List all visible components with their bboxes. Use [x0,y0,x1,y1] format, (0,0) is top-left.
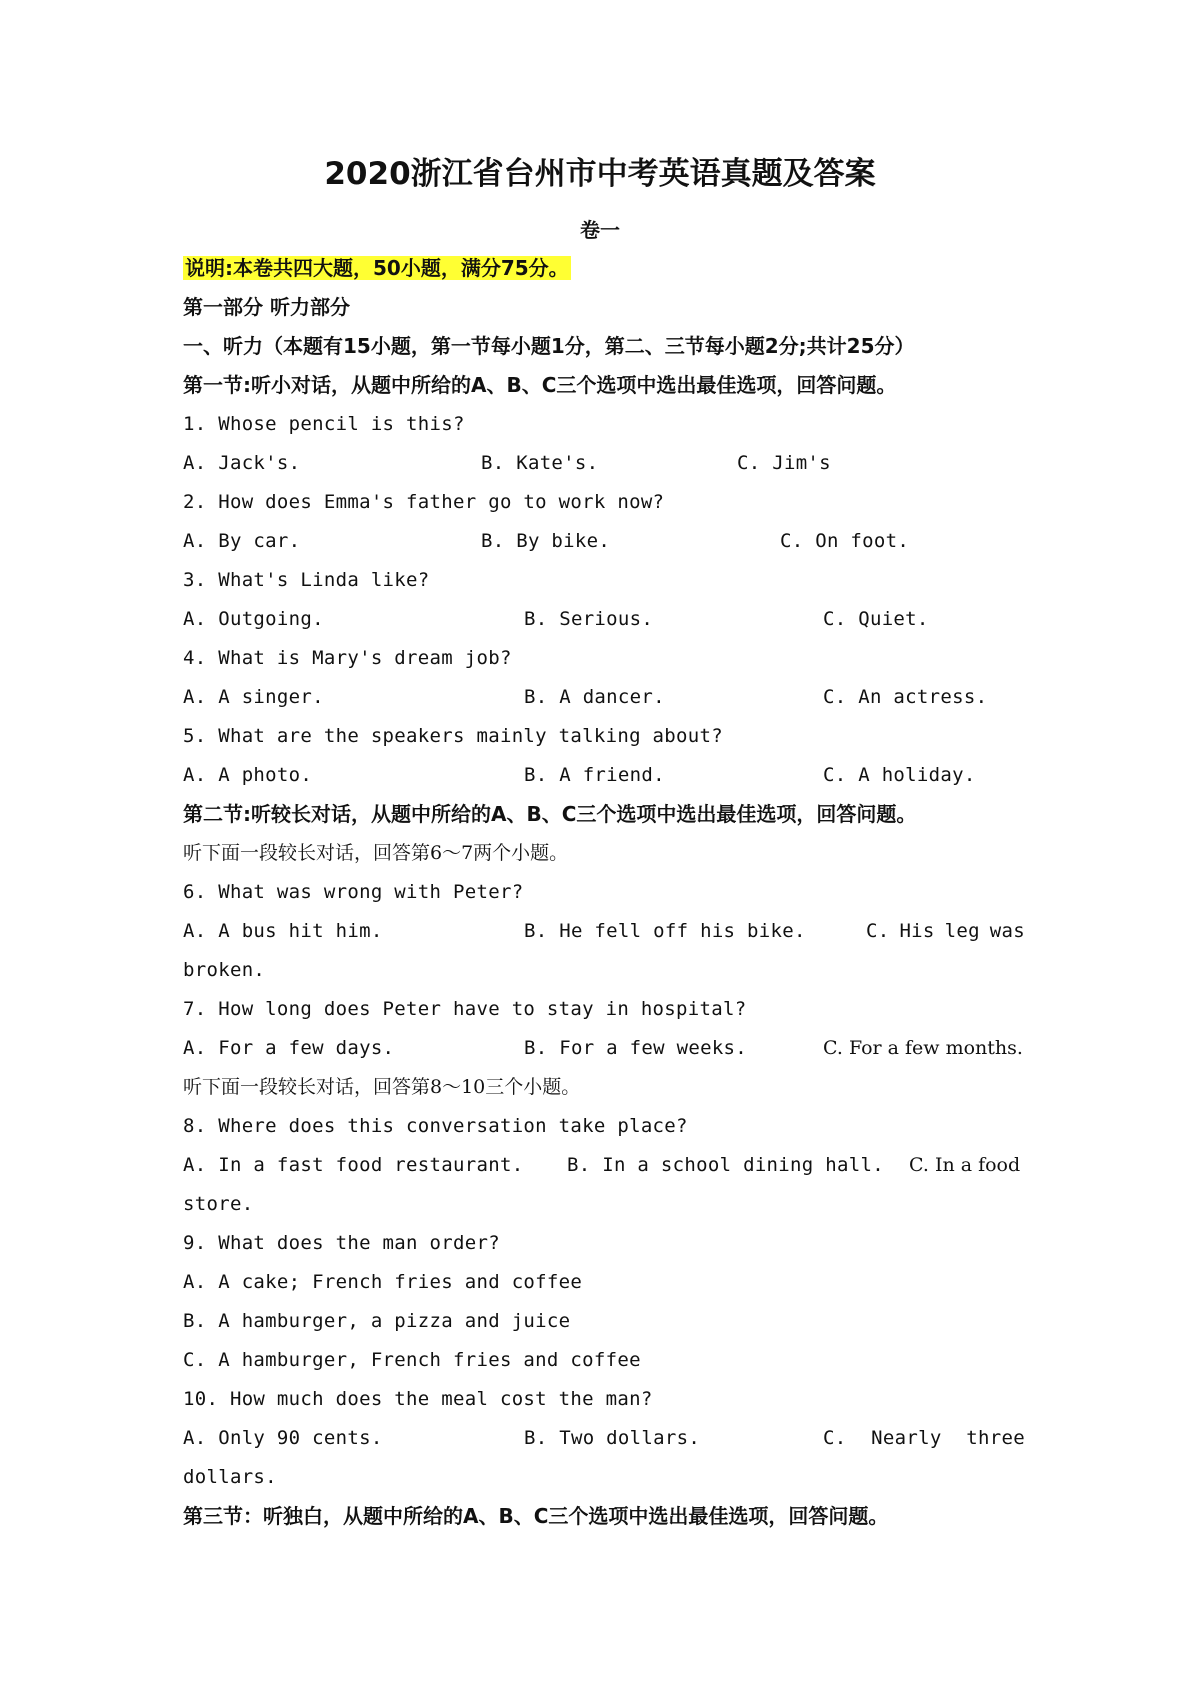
option-a: A. A photo. [183,764,313,786]
option-a: A. A cake; French fries and coffee [183,1271,583,1293]
part-heading: 第一部分 听力部分 [183,295,350,319]
option-c-word: three [966,1427,1025,1449]
option-c-continuation: store. [183,1193,254,1215]
option-c-word: C. [866,920,890,942]
page-title: 2020浙江省台州市中考英语真题及答案 [324,156,876,192]
options-5 [183,757,1025,793]
question-5: 5. What are the speakers mainly talking about? [183,725,723,747]
option-c-continuation: broken. [183,959,266,981]
option-c-word: C. [823,1427,847,1449]
option-c [823,1420,1025,1456]
question-4: 4. What is Mary's dream job? [183,647,512,669]
subsection-heading-3: 第三节：听独白，从题中所给的A、B、C三个选项中选出最佳选项，回答问题。 [183,1504,889,1528]
options-4 [183,679,1025,715]
option-c: C. An actress. [823,686,988,708]
instruction-6-7: 听下面一段较长对话，回答第6～7两个小题。 [183,842,569,864]
option-c: C. A holiday. [823,764,976,786]
option-c-word: Nearly [871,1427,942,1449]
option-a: A. For a few days. [183,1037,395,1059]
option-c: C. On foot. [780,530,910,552]
section-heading: 一、听力（本题有15小题，第一节每小题1分，第二、三节每小题2分;共计25分） [183,334,915,358]
option-a: A. Jack's. [183,452,301,474]
option-a: A. Outgoing. [183,608,324,630]
option-c-continuation: dollars. [183,1466,277,1488]
exam-note [183,250,1025,286]
question-1: 1. Whose pencil is this? [183,413,465,435]
instruction-8-10: 听下面一段较长对话，回答第8～10三个小题。 [183,1076,581,1098]
option-a: A. A singer. [183,686,324,708]
option-a: A. A bus hit him. [183,920,383,942]
option-c [866,913,1025,949]
question-9: 9. What does the man order? [183,1232,500,1254]
subsection-heading-1: 第一节:听小对话，从题中所给的A、B、C三个选项中选出最佳选项，回答问题。 [183,373,897,397]
options-7 [183,1030,1025,1066]
option-b: B. A friend. [524,764,665,786]
option-c: C. Quiet. [823,608,929,630]
options-1 [183,445,1025,481]
page-subtitle: 卷一 [580,218,620,242]
option-c: C. A hamburger, French fries and coffee [183,1349,641,1371]
options-8 [183,1147,1025,1183]
option-b: B. He fell off his bike. [524,920,806,942]
option-c-word: was [989,920,1025,942]
option-c: C. Jim's [737,452,831,474]
options-2 [183,523,1025,559]
option-c-word: His [899,920,935,942]
question-6: 6. What was wrong with Peter? [183,881,524,903]
option-b: B. Two dollars. [524,1427,701,1449]
options-10 [183,1420,1025,1456]
question-10: 10. How much does the meal cost the man? [183,1388,653,1410]
option-b: B. A dancer. [524,686,665,708]
option-b: B. Serious. [524,608,654,630]
option-a: A. By car. [183,530,301,552]
option-b: B. In a school dining hall. [567,1154,884,1176]
option-c: C. For a few months. [823,1037,1023,1059]
option-a: A. Only 90 cents. [183,1427,383,1449]
question-3: 3. What's Linda like? [183,569,430,591]
options-3 [183,601,1025,637]
options-6 [183,913,1025,949]
option-c-word: leg [944,920,980,942]
option-b: B. For a few weeks. [524,1037,748,1059]
option-b: B. Kate's. [481,452,599,474]
option-b: B. A hamburger, a pizza and juice [183,1310,571,1332]
exam-note-text: 说明:本卷共四大题，50小题，满分75分。 [185,256,569,280]
subsection-heading-2: 第二节:听较长对话，从题中所给的A、B、C三个选项中选出最佳选项，回答问题。 [183,802,917,826]
question-8: 8. Where does this conversation take place? [183,1115,688,1137]
option-a: A. In a fast food restaurant. [183,1154,524,1176]
option-c: C. In a food [909,1154,1021,1176]
option-b: B. By bike. [481,530,611,552]
question-7: 7. How long does Peter have to stay in hospital? [183,998,747,1020]
question-2: 2. How does Emma's father go to work now? [183,491,665,513]
